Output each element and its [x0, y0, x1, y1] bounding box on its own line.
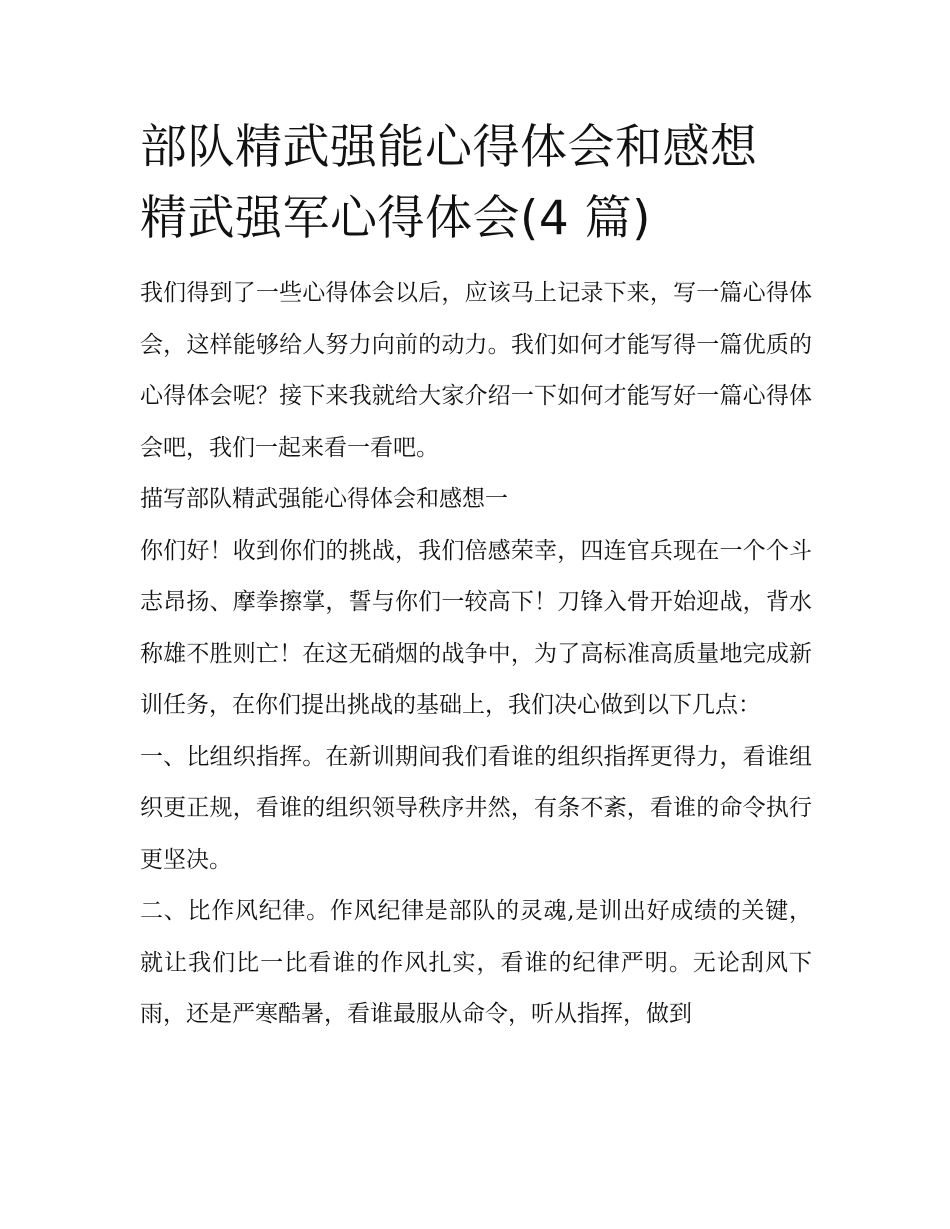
- body-paragraph: 你们好！收到你们的挑战，我们倍感荣幸，四连官兵现在一个个斗志昂扬、摩拳擦掌，誓与你们一较高下！刀锋入骨开始迎战，背水称雄不胜则亡！在这无硝烟的战争中，为了高标准高质量地完成新训任务，在你们提出挑战的基础上，我们决心做到以下几点：: [140, 537, 812, 718]
- intro-paragraph: 我们得到了一些心得体会以后，应该马上记录下来，写一篇心得体会，这样能够给人努力向前的动力。我们如何才能写得一篇优质的心得体会呢？接下来我就给大家介绍一下如何才能写好一篇心得体会吧，我们一起来看一看吧。: [140, 280, 812, 461]
- body-paragraph: 一、比组织指挥。在新训期间我们看谁的组织指挥更得力，看谁组织更正规，看谁的组织领导秩序井然，有条不紊，看谁的命令执行更坚决。: [140, 743, 812, 873]
- title-line-2: 精武强军心得体会(4 篇): [140, 191, 652, 246]
- body-paragraph: 二、比作风纪律。作风纪律是部队的灵魂,是训出好成绩的关键，就让我们比一比看谁的作风扎实，看谁的纪律严明。无论刮风下雨，还是严寒酷暑，看谁最服从命令，听从指挥，做到: [140, 898, 812, 1027]
- document-body: [140, 112, 812, 1041]
- document-title: [140, 112, 812, 254]
- title-line-1: 部队精武强能心得体会和感想: [140, 120, 758, 175]
- section-heading: 描写部队精武强能心得体会和感想一: [140, 486, 508, 512]
